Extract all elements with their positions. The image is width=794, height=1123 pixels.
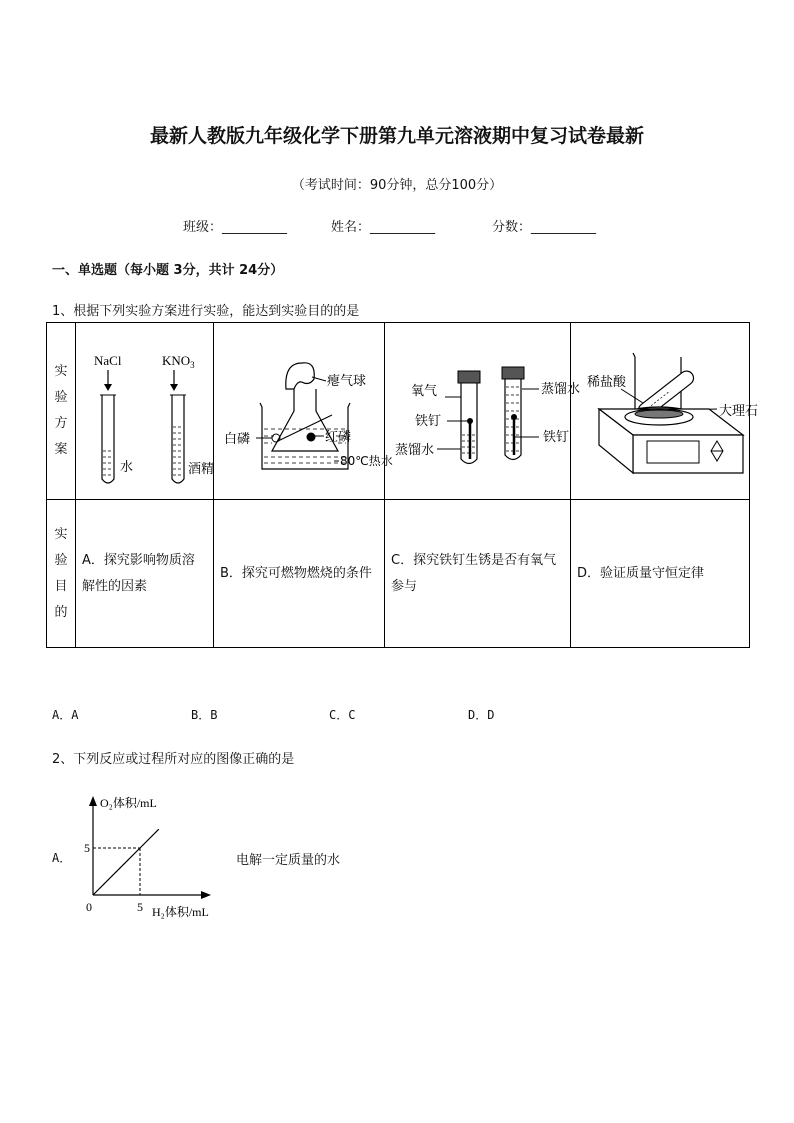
y-tick-label: 5 — [84, 841, 90, 855]
class-field: 班级：__________ — [183, 220, 288, 235]
nacl-label: NaCl — [94, 353, 122, 368]
experiment-table — [46, 322, 759, 648]
figure-d-mass-conservation — [571, 323, 759, 500]
table-row-plan — [47, 323, 750, 500]
x-axis-label: H₂体积/mL — [152, 905, 209, 919]
option-b[interactable]: B．B — [191, 708, 218, 722]
x-tick-label: 5 — [137, 900, 143, 914]
q2-option-a-label[interactable]: A． — [52, 851, 72, 865]
white-phosphorus-label: 白磷 — [224, 432, 251, 447]
question-2-stem: 2、下列反应或过程所对应的图像正确的是 — [52, 752, 295, 767]
q2-option-a-description: 电解一定质量的水 — [236, 853, 341, 868]
purpose-c: C．探究铁钉生锈是否有氧气参与 — [385, 500, 571, 648]
question-1-stem: 1、根据下列实验方案进行实验，能达到实验目的的是 — [52, 304, 360, 319]
row-header-purpose: 实 验 目 的 — [47, 500, 76, 648]
figure-a-solubility — [76, 323, 214, 500]
table-row-purpose — [47, 500, 750, 648]
score-field: 分数：__________ — [492, 220, 597, 235]
option-a[interactable]: A．A — [52, 708, 79, 722]
marble-label: 大理石 — [719, 404, 759, 419]
hydrochloric-acid-label: 稀盐酸 — [587, 375, 627, 390]
nail-label-2: 铁钉 — [543, 430, 570, 445]
hot-water-label: 80℃热水 — [340, 454, 393, 468]
water-label: 水 — [120, 460, 134, 475]
option-d[interactable]: D．D — [468, 708, 495, 722]
series-line — [93, 829, 159, 895]
document-title: 最新人教版九年级化学下册第九单元溶液期中复习试卷最新 — [149, 125, 644, 147]
exam-info: （考试时间：90分钟，总分100分） — [291, 178, 503, 193]
purpose-d: D．验证质量守恒定律 — [571, 500, 750, 648]
kno3-label: $KNO_3$ — [162, 353, 195, 370]
figure-c-rusting — [385, 323, 581, 500]
oxygen-label: 氧气 — [411, 384, 438, 399]
figure-b-combustion — [214, 323, 393, 500]
section-heading: 一、单选题（每小题 3分，共计 24分） — [52, 263, 284, 278]
nail-label-1: 铁钉 — [415, 414, 442, 429]
name-field: 姓名：__________ — [331, 220, 436, 235]
row-header-plan: 实 验 方 案 — [47, 323, 76, 500]
red-phosphorus-label: 红磷 — [325, 430, 352, 445]
distilled-water-label-2: 蒸馏水 — [541, 382, 581, 397]
purpose-a: A．探究影响物质溶解性的因素 — [76, 500, 214, 648]
balloon-label: 瘪气球 — [327, 374, 367, 389]
y-axis-label: O₂体积/mL — [100, 796, 157, 810]
option-c[interactable]: C．C — [329, 708, 356, 722]
q2-option-a-chart — [60, 790, 250, 920]
alcohol-label: 酒精 — [188, 462, 215, 477]
purpose-b: B．探究可燃物燃烧的条件 — [214, 500, 385, 648]
origin-label: 0 — [86, 900, 92, 914]
distilled-water-label-1: 蒸馏水 — [395, 443, 435, 458]
